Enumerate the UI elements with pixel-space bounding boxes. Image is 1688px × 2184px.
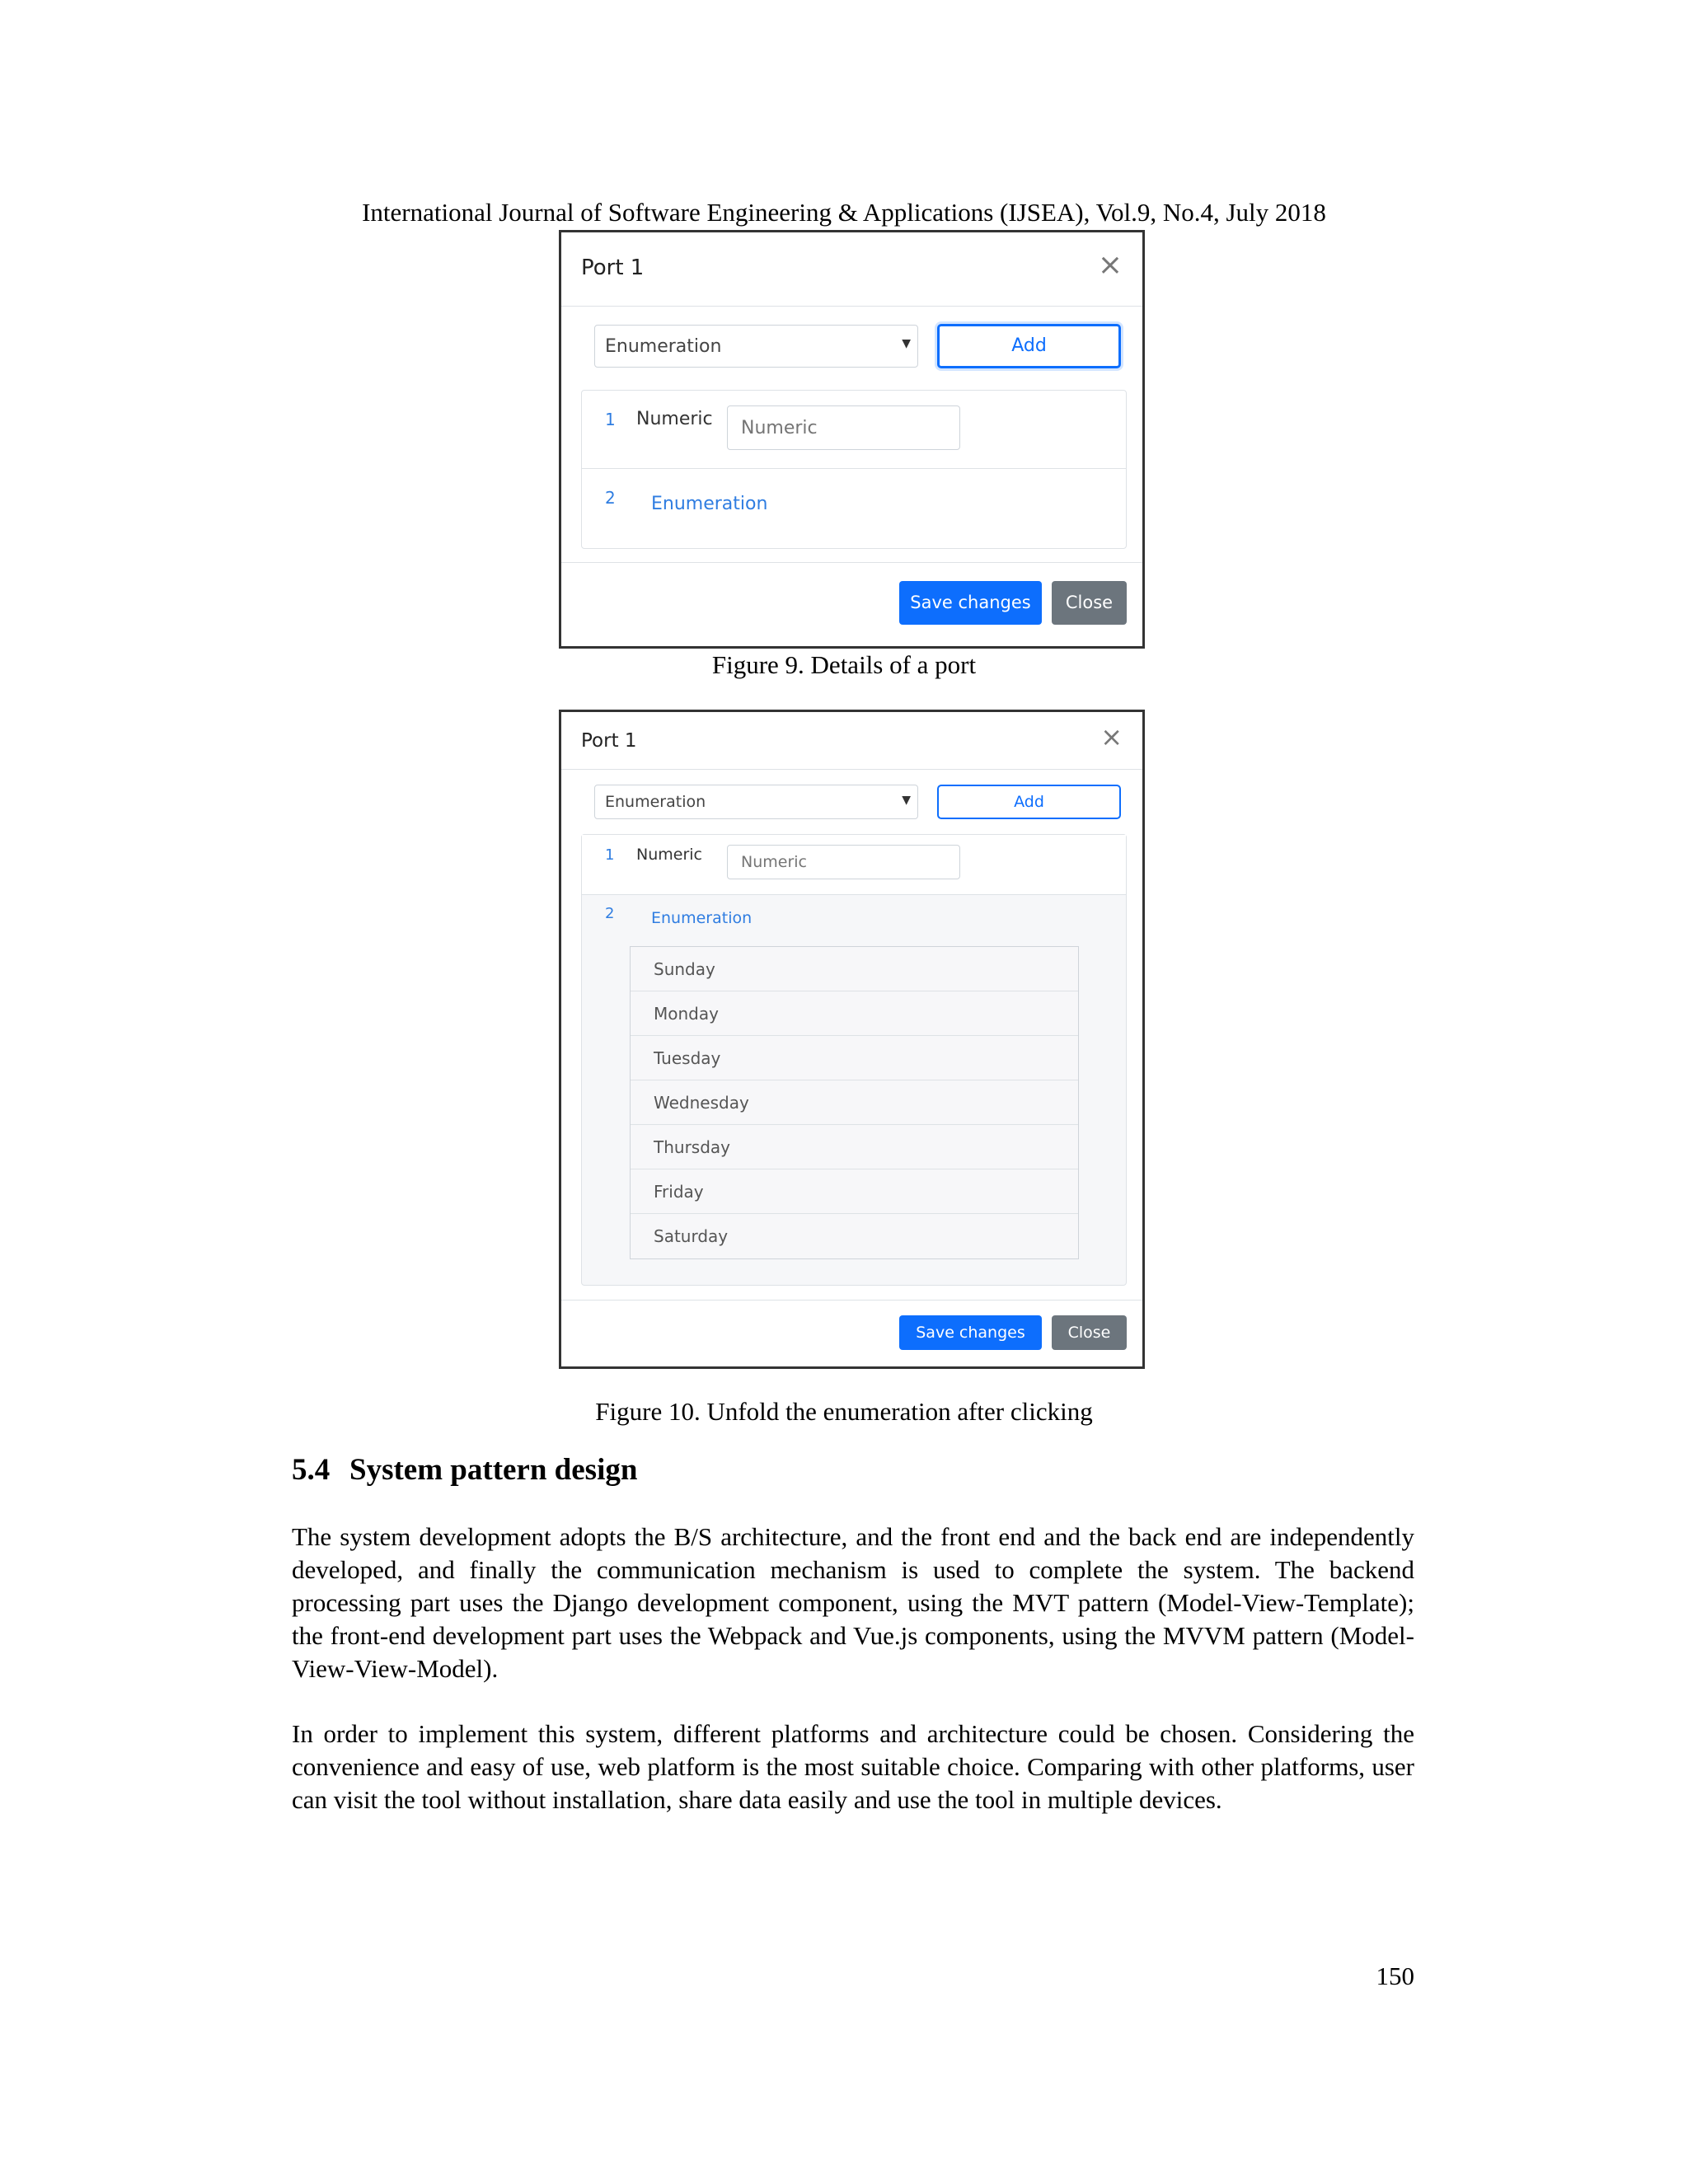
port-dialog-figure10 <box>559 710 1145 1369</box>
enum-option-tuesday[interactable]: Tuesday <box>631 1036 1078 1080</box>
type-select-value: Enumeration <box>605 793 706 811</box>
dialog-header <box>561 232 1142 307</box>
save-changes-button[interactable]: Save changes <box>899 1315 1042 1350</box>
body-paragraph: The system development adopts the B/S architecture, and the front end and the back end are independently developed, and finally the communication mechanism is used to complete the system. The backend processing part uses the Django development component, using the MVT pattern (Model-View-Template); the front-end development part uses the Webpack and Vue.js components, using the MVVM pattern (Model-View-View-Model). <box>292 1522 1414 1683</box>
add-button[interactable]: Add <box>937 785 1121 819</box>
dialog-title: Port 1 <box>581 255 645 280</box>
add-button[interactable]: Add <box>937 324 1121 368</box>
enum-option-friday[interactable]: Friday <box>631 1169 1078 1214</box>
list-item <box>582 835 1126 895</box>
dialog-footer <box>561 1300 1142 1366</box>
dialog-footer <box>561 562 1142 646</box>
port-value-list <box>581 390 1127 549</box>
running-head: International Journal of Software Engineering & Applications (IJSEA), Vol.9, No.4, July 2018 <box>362 198 1326 227</box>
enum-option-saturday[interactable]: Saturday <box>654 1226 729 1246</box>
numeric-input-field[interactable] <box>728 406 959 449</box>
enum-option-thursday[interactable]: Thursday <box>631 1125 1078 1169</box>
list-item <box>582 391 1126 469</box>
row-index: 1 <box>605 410 616 429</box>
dialog-header <box>561 712 1142 770</box>
close-icon[interactable]: × <box>1100 721 1123 752</box>
caret-down-icon: ▼ <box>902 794 911 807</box>
enum-option-wednesday[interactable]: Wednesday <box>631 1080 1078 1125</box>
type-select[interactable] <box>594 325 918 368</box>
enum-option-monday[interactable]: Monday <box>631 991 1078 1036</box>
section-title: System pattern design <box>349 1453 638 1487</box>
port-value-list <box>581 834 1127 1286</box>
numeric-label: Numeric <box>636 846 702 864</box>
enum-option-sunday[interactable]: Sunday <box>631 947 1078 991</box>
numeric-input[interactable] <box>727 405 960 450</box>
close-icon[interactable]: × <box>1097 248 1123 282</box>
dialog-title: Port 1 <box>581 730 637 752</box>
list-item <box>582 895 1126 1286</box>
figure-caption: Figure 9. Details of a port <box>711 650 977 679</box>
numeric-label: Numeric <box>636 409 713 429</box>
close-button[interactable]: Close <box>1052 581 1127 625</box>
numeric-input-field[interactable] <box>728 846 959 879</box>
row-index: 2 <box>605 905 615 922</box>
numeric-input[interactable] <box>727 845 960 879</box>
enumeration-options <box>630 946 1079 1259</box>
figure-caption: Figure 10. Unfold the enumeration after clicking <box>595 1397 1093 1426</box>
section-heading <box>292 1452 637 1488</box>
save-changes-button[interactable]: Save changes <box>899 581 1042 625</box>
page-number: 150 <box>1376 1961 1414 1990</box>
type-select-value: Enumeration <box>605 336 722 357</box>
list-item <box>582 469 1126 548</box>
caret-down-icon: ▼ <box>902 337 911 350</box>
section-number: 5.4 <box>292 1453 331 1487</box>
row-index: 2 <box>605 488 616 508</box>
port-dialog-figure9 <box>559 230 1145 649</box>
close-button[interactable]: Close <box>1052 1315 1127 1350</box>
type-select[interactable] <box>594 785 918 819</box>
enumeration-toggle[interactable]: Enumeration <box>651 909 753 927</box>
row-index: 1 <box>605 846 615 864</box>
enumeration-toggle[interactable]: Enumeration <box>651 494 768 514</box>
body-paragraph: In order to implement this system, different platforms and architecture could be chosen. Considering the convenience and easy of use, web platform is the most suitable choice. Comparing with other platforms, user can visit the tool without installation, share data easily and use the tool in multiple devices. <box>292 1719 1414 1814</box>
